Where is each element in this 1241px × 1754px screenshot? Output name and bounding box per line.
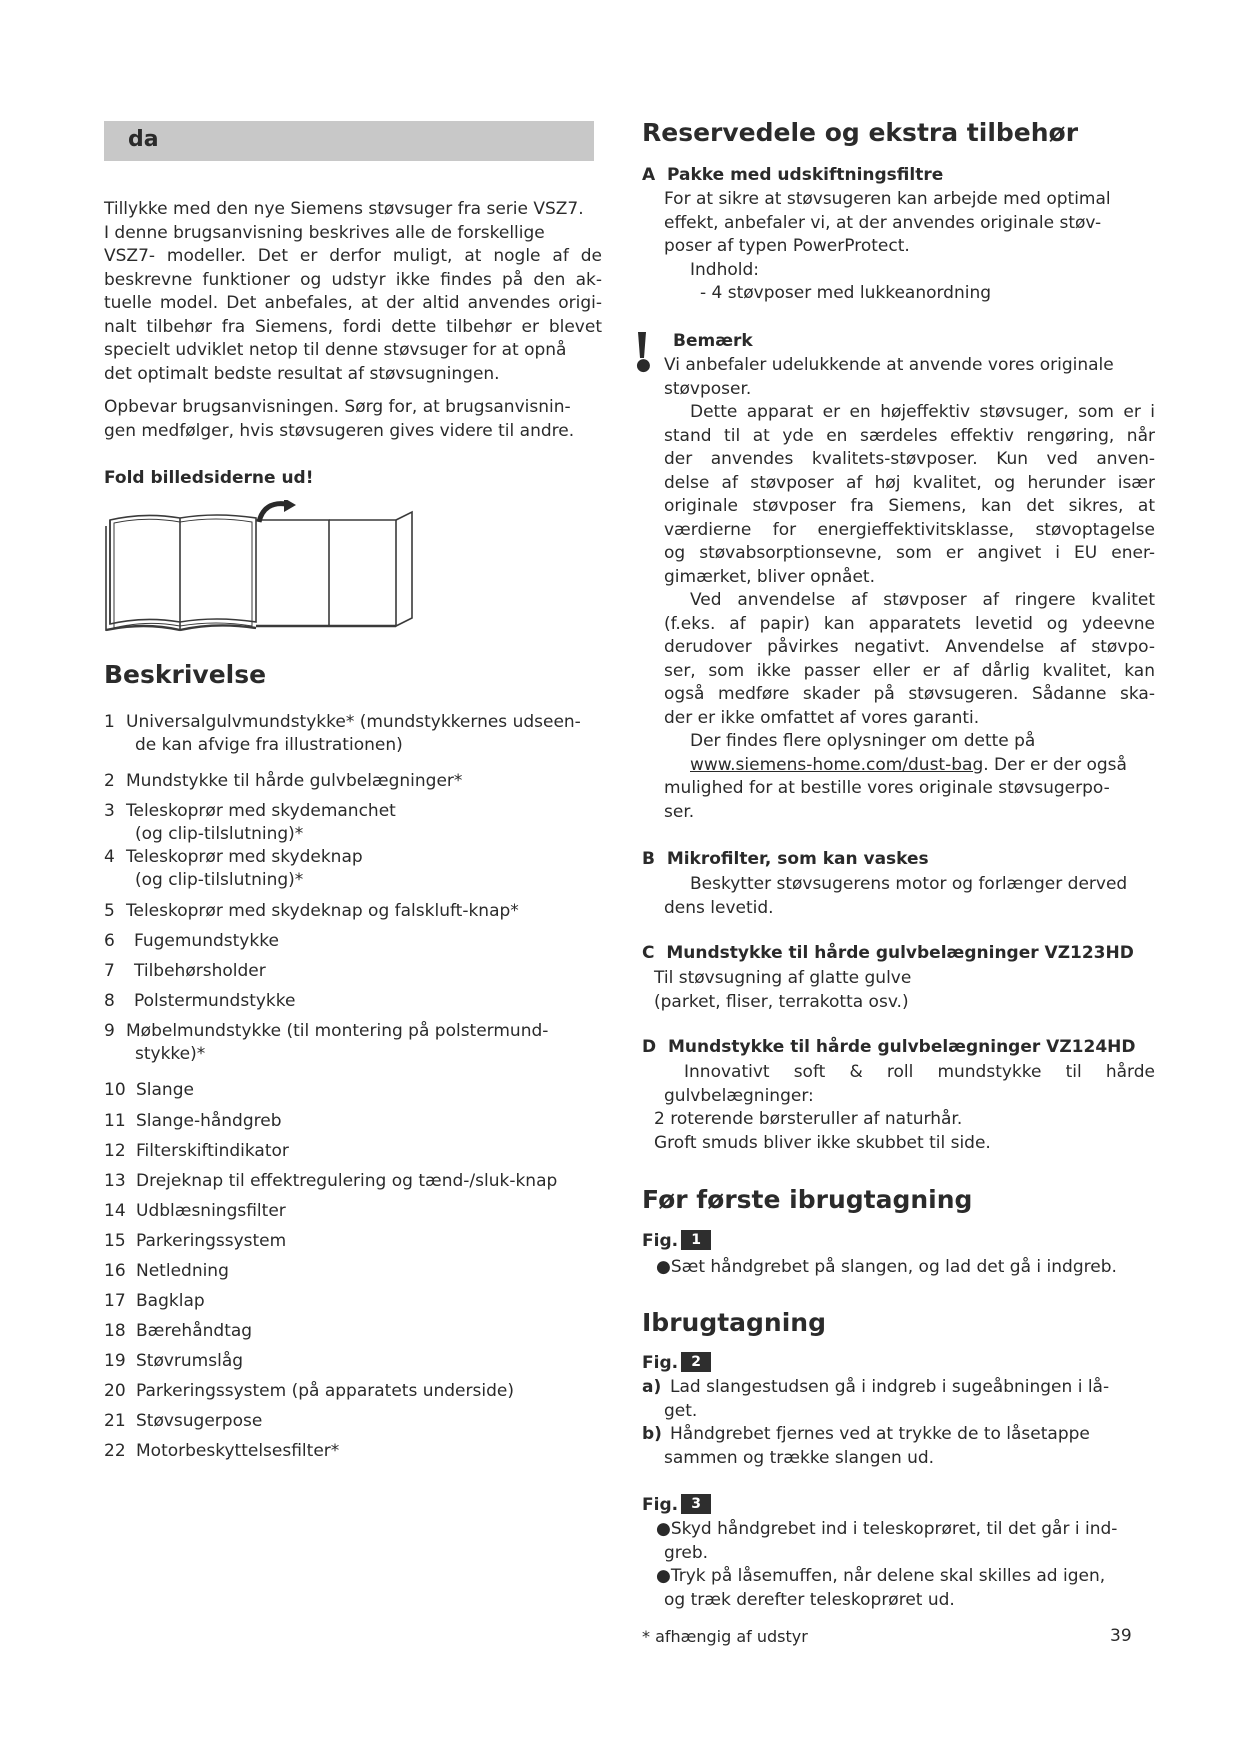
description-item-line	[104, 1410, 594, 1433]
fig-3-label	[642, 1494, 711, 1515]
section-b-title: Mikrofilter, som kan vaskes	[666, 849, 929, 869]
intro-line: I denne brugsanvisning beskrives alle de forskellige	[104, 222, 545, 243]
description-item-line: (og clip-tilslutning)*	[135, 823, 304, 844]
c-line: Til støvsugning af glatte gulve	[654, 968, 912, 988]
note-bullet-line: støvposer.	[664, 378, 752, 399]
description-item-line	[104, 1260, 594, 1283]
section-b-letter: B	[642, 849, 655, 869]
description-item-text: Møbelmundstykke (til montering på polstermund-	[126, 1021, 549, 1041]
description-item-text: Parkeringssystem	[136, 1231, 287, 1251]
note-line: delse af støvposer af høj kvalitet, og herunder især	[664, 472, 1155, 493]
description-item	[104, 1200, 594, 1223]
description-item	[104, 1290, 594, 1313]
fig-number-badge: 1	[681, 1230, 711, 1250]
note-line: og støvabsorptionsevne, som er angivet i EU ener-	[664, 543, 1155, 563]
first-use-bullet	[656, 1256, 1156, 1280]
a-line: effekt, anbefaler vi, at der anvendes originale støv-	[664, 212, 1102, 233]
description-item	[104, 1440, 594, 1463]
note-line: originale støvposer fra Siemens, kan det sikres, at	[664, 496, 1155, 516]
description-item-line	[104, 1440, 594, 1463]
description-item	[104, 711, 594, 756]
note-paragraph-2	[664, 589, 1155, 730]
description-item-text: Motorbeskyttelsesfilter*	[136, 1441, 340, 1461]
b-line: Beskytter støvsugerens motor og forlænger derved	[690, 874, 1128, 894]
fig-1-label	[642, 1230, 711, 1251]
description-item-text: Slange	[136, 1080, 194, 1100]
note-paragraph-1	[664, 401, 1155, 589]
step-b-line	[642, 1423, 1157, 1447]
note-bullet-text: Vi anbefaler udelukkende at anvende vores originale	[664, 355, 1114, 375]
note-line: (f.eks. af papir) kan apparatets levetid og ydeevne	[664, 613, 1155, 634]
description-item-text: Filterskiftindikator	[136, 1141, 289, 1161]
keep-line: gen medfølger, hvis støvsugeren gives videre til andre.	[104, 420, 575, 441]
note-after-link: . Der er der også	[983, 754, 1127, 775]
fold-label: Fold billedsiderne ud!	[104, 468, 314, 488]
description-item-text: Bagklap	[136, 1291, 205, 1311]
description-item-line	[104, 1230, 594, 1253]
intro-line: tuelle model. Det anbefales, at der altid anvendes origi-	[104, 293, 602, 313]
d-line: gulvbelægninger:	[664, 1085, 814, 1106]
intro-line: det optimalt bedste resultat af støvsugningen.	[104, 363, 500, 384]
description-item-line	[104, 990, 594, 1013]
description-item	[104, 990, 594, 1013]
description-item-text: Bærehåndtag	[136, 1321, 253, 1341]
description-item-number: 11	[104, 1111, 126, 1131]
section-a-heading	[642, 165, 943, 185]
description-item-number: 3	[104, 801, 115, 821]
description-item-number: 4	[104, 847, 115, 867]
description-item-number: 10	[104, 1080, 126, 1100]
step-a-line	[642, 1376, 1157, 1400]
description-item-number: 13	[104, 1171, 126, 1191]
intro-line: Tillykke med den nye Siemens støvsuger fra serie VSZ7.	[104, 199, 584, 219]
description-item-number: 6	[104, 931, 115, 951]
description-item-line	[104, 1320, 594, 1343]
description-item-text: Slange-håndgreb	[136, 1111, 282, 1131]
note-title: Bemærk	[673, 331, 753, 351]
description-item-line	[104, 711, 594, 734]
description-item-number: 17	[104, 1291, 126, 1311]
section-d-letter: D	[642, 1037, 657, 1057]
description-item	[104, 1380, 594, 1403]
description-item-line	[104, 800, 594, 823]
description-item-number: 22	[104, 1441, 126, 1461]
note-line: stand til at yde en særdeles effektiv rengøring, når	[664, 425, 1155, 446]
intro-paragraph	[104, 198, 602, 386]
description-item-line	[104, 1290, 594, 1313]
language-bar	[104, 121, 594, 161]
bullet-icon: ●	[656, 1257, 671, 1277]
bullet-icon: ●	[656, 1519, 671, 1539]
fig-label-text: Fig.	[642, 1353, 679, 1373]
note-line: der er ikke omfattet af vores garanti.	[664, 707, 980, 728]
intro-line: VSZ7- modeller. Det er derfor muligt, at nogle af de	[104, 246, 602, 266]
description-item-text: Støvrumslåg	[136, 1351, 244, 1371]
note-line: der anvendes kvalitets-støvposer. Kun ved anven-	[664, 449, 1155, 469]
language-code: da	[128, 127, 159, 152]
note-line: gimærket, bliver opnået.	[664, 566, 875, 587]
intro-line: beskrevne funktioner og udstyr ikke findes på den ak-	[104, 269, 602, 290]
description-item	[104, 1410, 594, 1433]
description-item-number: 20	[104, 1381, 126, 1401]
description-item-text: Udblæsningsfilter	[136, 1201, 286, 1221]
description-item-text: Teleskoprør med skydeknap	[126, 847, 363, 867]
usage-step-a	[642, 1376, 1157, 1423]
a-content-label: Indhold:	[690, 259, 759, 280]
description-title: Beskrivelse	[104, 660, 267, 689]
description-item-number: 1	[104, 712, 115, 732]
a-line: poser af typen PowerProtect.	[664, 236, 910, 256]
description-item-text: Fugemundstykke	[134, 931, 279, 951]
first-use-title: Før første ibrugtagning	[642, 1185, 973, 1214]
d-line: Innovativt soft & roll mundstykke til hårde	[684, 1062, 1155, 1082]
section-a-title: Pakke med udskiftningsfiltre	[667, 165, 944, 185]
step-a-label: a)	[642, 1377, 662, 1397]
description-item-line	[104, 1380, 594, 1403]
description-item-text: Tilbehørsholder	[134, 961, 266, 981]
note-line: ser.	[664, 801, 695, 822]
section-c-text	[654, 967, 1145, 1014]
footnote: * afhængig af udstyr	[642, 1627, 808, 1646]
description-item	[104, 800, 594, 845]
section-d-heading	[642, 1037, 1136, 1057]
description-item	[104, 846, 594, 891]
page-number: 39	[1110, 1626, 1132, 1646]
description-item-number: 18	[104, 1321, 126, 1341]
first-use-bullet-text: Sæt håndgrebet på slangen, og lad det gå i indgreb.	[670, 1257, 1117, 1277]
fig3-bullet-line	[656, 1565, 1156, 1589]
intro-line: nalt tilbehør fra Siemens, fordi dette tilbehør er blevet	[104, 316, 602, 337]
note-line: Der findes flere oplysninger om dette på	[690, 731, 1036, 751]
fig3-bullet-line: greb.	[664, 1542, 709, 1563]
description-item-line	[104, 1350, 594, 1373]
intro-line: specielt udviklet netop til denne støvsuger for at opnå	[104, 340, 567, 360]
fig3-bullet-line: og træk derefter teleskoprøret ud.	[664, 1589, 955, 1610]
description-item-line: (og clip-tilslutning)*	[135, 869, 304, 890]
fig3-bullet-text: Skyd håndgrebet ind i teleskoprøret, til det går i ind-	[670, 1519, 1118, 1539]
description-item-number: 15	[104, 1231, 126, 1251]
description-item-text: Teleskoprør med skydemanchet	[126, 801, 396, 821]
fig3-bullet-2	[656, 1565, 1156, 1612]
description-item	[104, 1079, 594, 1102]
description-item-line	[104, 930, 594, 953]
fig3-bullet-text: Tryk på låsemuffen, når delene skal skilles ad igen,	[670, 1566, 1106, 1586]
step-a-text: Lad slangestudsen gå i indgreb i sugeåbningen i lå-	[670, 1377, 1110, 1397]
fig3-bullet-line	[656, 1518, 1156, 1542]
description-item-line: de kan afvige fra illustrationen)	[135, 734, 403, 755]
fig3-bullet-1	[656, 1518, 1156, 1565]
d-line: Groft smuds bliver ikke skubbet til side.	[654, 1132, 991, 1153]
section-d-title: Mundstykke til hårde gulvbelægninger VZ124HD	[667, 1037, 1136, 1057]
keep-line: Opbevar brugsanvisningen. Sørg for, at brugsanvisnin-	[104, 397, 571, 417]
description-item-line	[104, 770, 594, 793]
description-item-line	[104, 960, 594, 983]
description-item-line	[104, 900, 594, 923]
description-item	[104, 1140, 594, 1163]
step-a-line: get.	[664, 1400, 698, 1421]
description-item	[104, 1110, 594, 1133]
section-c-title: Mundstykke til hårde gulvbelægninger VZ123HD	[666, 943, 1134, 963]
note-bullet	[636, 354, 1156, 401]
a-line: For at sikre at støvsugeren kan arbejde med optimal	[664, 189, 1111, 209]
note-bullet-line	[636, 354, 1156, 378]
description-item-number: 5	[104, 901, 115, 921]
description-item	[104, 1350, 594, 1373]
description-item-number: 14	[104, 1201, 126, 1221]
description-item-text: Parkeringssystem (på apparatets underside)	[136, 1381, 514, 1401]
section-a-letter: A	[642, 165, 656, 185]
note-line: mulighed for at bestille vores originale støvsugerpo-	[664, 778, 1110, 798]
section-c-heading	[642, 943, 1134, 963]
b-line: dens levetid.	[664, 897, 774, 918]
description-item-number: 9	[104, 1021, 115, 1041]
step-b-text: Håndgrebet fjernes ved at trykke de to låsetappe	[670, 1424, 1090, 1444]
note-line: Dette apparat er en højeffektiv støvsuger, som er i	[690, 402, 1155, 422]
description-item-number: 7	[104, 961, 115, 981]
section-d-text	[654, 1061, 1155, 1155]
description-item-text: Polstermundstykke	[134, 991, 296, 1011]
description-item	[104, 900, 594, 923]
description-item-line	[104, 1079, 594, 1102]
description-item-number: 12	[104, 1141, 126, 1161]
description-item-number: 21	[104, 1411, 126, 1431]
description-item	[104, 930, 594, 953]
note-paragraph-3	[664, 730, 1155, 824]
c-line: (parket, fliser, terrakotta osv.)	[654, 991, 909, 1012]
bullet-icon: ●	[656, 1566, 671, 1586]
description-item-line	[104, 1110, 594, 1133]
fig-2-label	[642, 1352, 711, 1373]
note-line: ser, som ikke passer eller er af dårlig kvalitet, kan	[664, 660, 1155, 681]
fig-label-text: Fig.	[642, 1231, 679, 1251]
description-item-text: Netledning	[136, 1261, 229, 1281]
note-line: Ved anvendelse af støvposer af ringere kvalitet	[690, 590, 1155, 610]
fig-number-badge: 2	[681, 1352, 711, 1372]
note-line: værdierne for energieffektivitsklasse, støvoptagelse	[664, 519, 1155, 540]
bullet-icon: ●	[636, 355, 651, 375]
section-b-heading	[642, 849, 929, 869]
d-line: 2 roterende børsteruller af naturhår.	[654, 1109, 963, 1129]
description-item-text: Drejeknap til effektregulering og tænd-/sluk-knap	[136, 1171, 558, 1191]
note-link-line	[664, 754, 1155, 778]
fold-arrow-icon	[259, 500, 296, 522]
dust-bag-link[interactable]: www.siemens-home.com/dust-bag	[690, 754, 984, 775]
description-item-number: 2	[104, 771, 115, 791]
fig-number-badge: 3	[681, 1494, 711, 1514]
keep-manual-paragraph	[104, 396, 602, 443]
description-item-text: Universalgulvmundstykke* (mundstykkernes udseen-	[126, 712, 581, 732]
description-item-text: Mundstykke til hårde gulvbelægninger*	[126, 771, 463, 791]
a-content-item: - 4 støvposer med lukkeanordning	[700, 283, 992, 303]
description-item-line: stykke)*	[135, 1043, 206, 1064]
description-item-number: 16	[104, 1261, 126, 1281]
description-item	[104, 770, 594, 793]
description-item-line	[104, 1020, 594, 1043]
usage-step-b	[642, 1423, 1157, 1470]
section-c-letter: C	[642, 943, 655, 963]
description-item-line	[104, 846, 594, 869]
description-item	[104, 960, 594, 983]
description-item	[104, 1260, 594, 1283]
description-item	[104, 1020, 594, 1065]
description-item-number: 8	[104, 991, 115, 1011]
description-item-number: 19	[104, 1351, 126, 1371]
spares-title: Reservedele og ekstra tilbehør	[642, 118, 1079, 147]
description-item	[104, 1320, 594, 1343]
description-item	[104, 1170, 594, 1193]
step-b-label: b)	[642, 1424, 662, 1444]
note-line: derudover påvirkes negativt. Anvendelse af støvpo-	[664, 637, 1155, 657]
fold-out-illustration	[104, 500, 424, 635]
section-b-text	[664, 873, 1155, 920]
description-item-line	[104, 1140, 594, 1163]
description-item-line	[104, 1200, 594, 1223]
description-item-text: Støvsugerpose	[136, 1411, 263, 1431]
description-item-line	[104, 1170, 594, 1193]
section-a-text	[664, 188, 1134, 306]
description-item-text: Teleskoprør med skydeknap og falskluft-knap*	[126, 901, 519, 921]
fig-label-text: Fig.	[642, 1495, 679, 1515]
step-b-line: sammen og trække slangen ud.	[664, 1447, 935, 1468]
note-line: også medføre skader på støvsugeren. Sådanne ska-	[664, 684, 1155, 704]
description-item	[104, 1230, 594, 1253]
usage-title: Ibrugtagning	[642, 1308, 826, 1337]
